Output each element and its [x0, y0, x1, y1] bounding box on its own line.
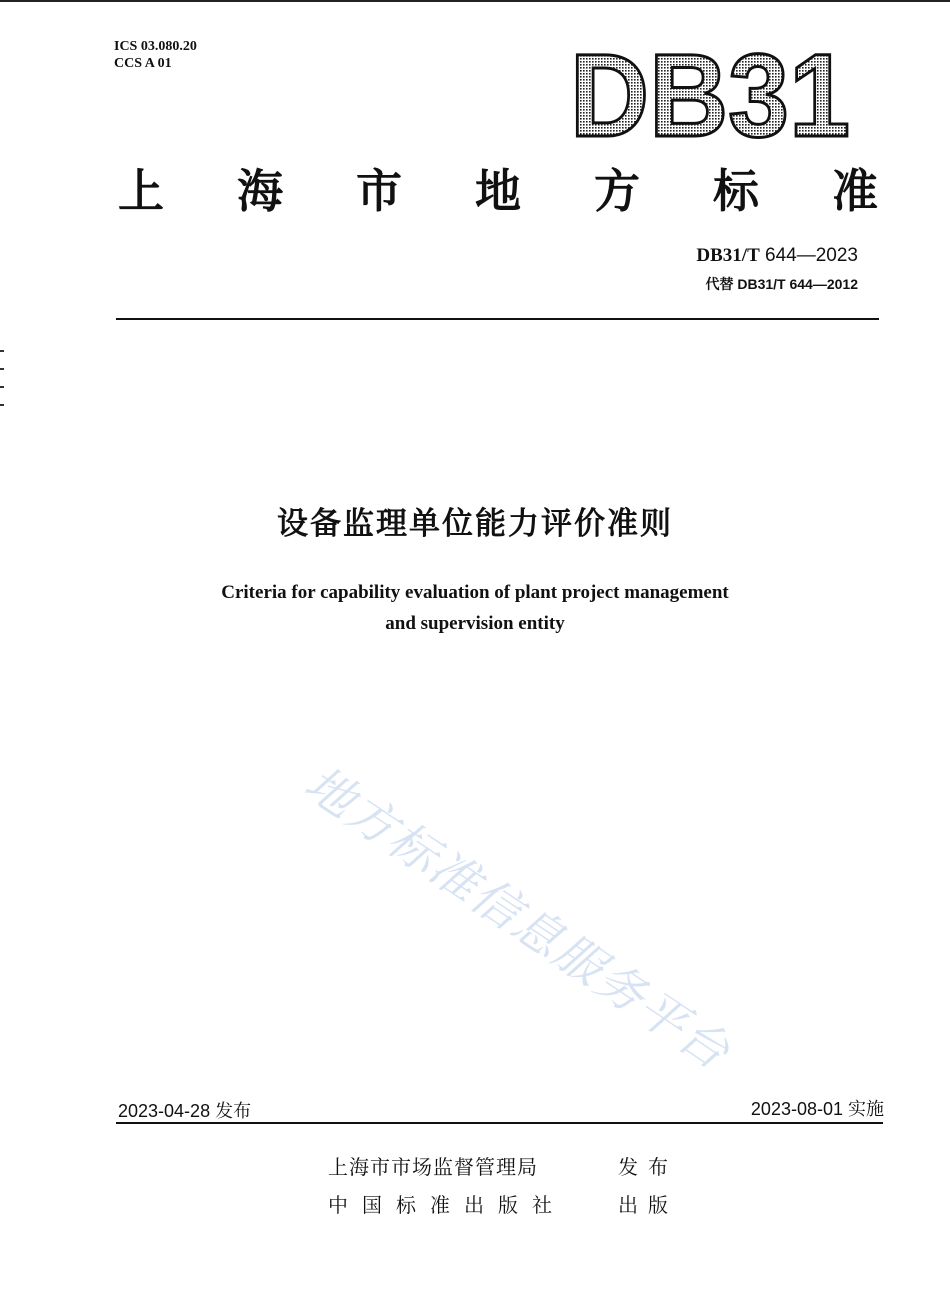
header-divider	[116, 318, 879, 320]
title-char: 方	[594, 164, 640, 218]
replaces-standard: 代替 DB31/T 644—2012	[705, 276, 858, 292]
db31-logo	[565, 40, 855, 145]
title-char: 准	[832, 164, 878, 218]
publisher-org: 中国标准出版社	[328, 1193, 566, 1217]
title-char: 上	[118, 164, 164, 218]
title-en-line: and supervision entity	[385, 613, 565, 634]
implementation-date: 2023-08-01 实施	[750, 1099, 884, 1119]
scan-margin-marks	[0, 350, 8, 422]
publisher-row	[328, 1189, 678, 1218]
ics-code: ICS 03.080.20	[114, 39, 197, 54]
document-title-cn: 设备监理单位能力评价准则	[277, 506, 673, 542]
title-char: 标	[713, 164, 759, 218]
svg-text:DB31: DB31	[570, 40, 850, 145]
standard-category-title	[118, 163, 878, 219]
ccs-code: CCS A 01	[114, 56, 172, 71]
page-top-edge	[0, 0, 950, 2]
publisher-role: 发布	[618, 1155, 678, 1179]
title-char: 地	[475, 164, 521, 218]
standard-number	[696, 244, 858, 268]
issue-date: 2023-04-28 发布	[118, 1101, 252, 1121]
watermark: 地方标准信息服务平台	[294, 755, 741, 1082]
publisher-role: 出版	[618, 1193, 678, 1217]
title-char: 海	[237, 164, 283, 218]
title-en-line: Criteria for capability evaluation of plant project management	[221, 582, 729, 603]
standard-number-rest: 644—2023	[759, 245, 858, 266]
standard-number-prefix: DB31/T	[696, 245, 760, 266]
publisher-org: 上海市市场监督管理局	[328, 1155, 538, 1179]
publisher-row	[328, 1151, 678, 1180]
classification-codes	[114, 38, 197, 72]
footer-divider	[116, 1122, 883, 1124]
title-char: 市	[356, 164, 402, 218]
document-title-en	[0, 577, 950, 639]
